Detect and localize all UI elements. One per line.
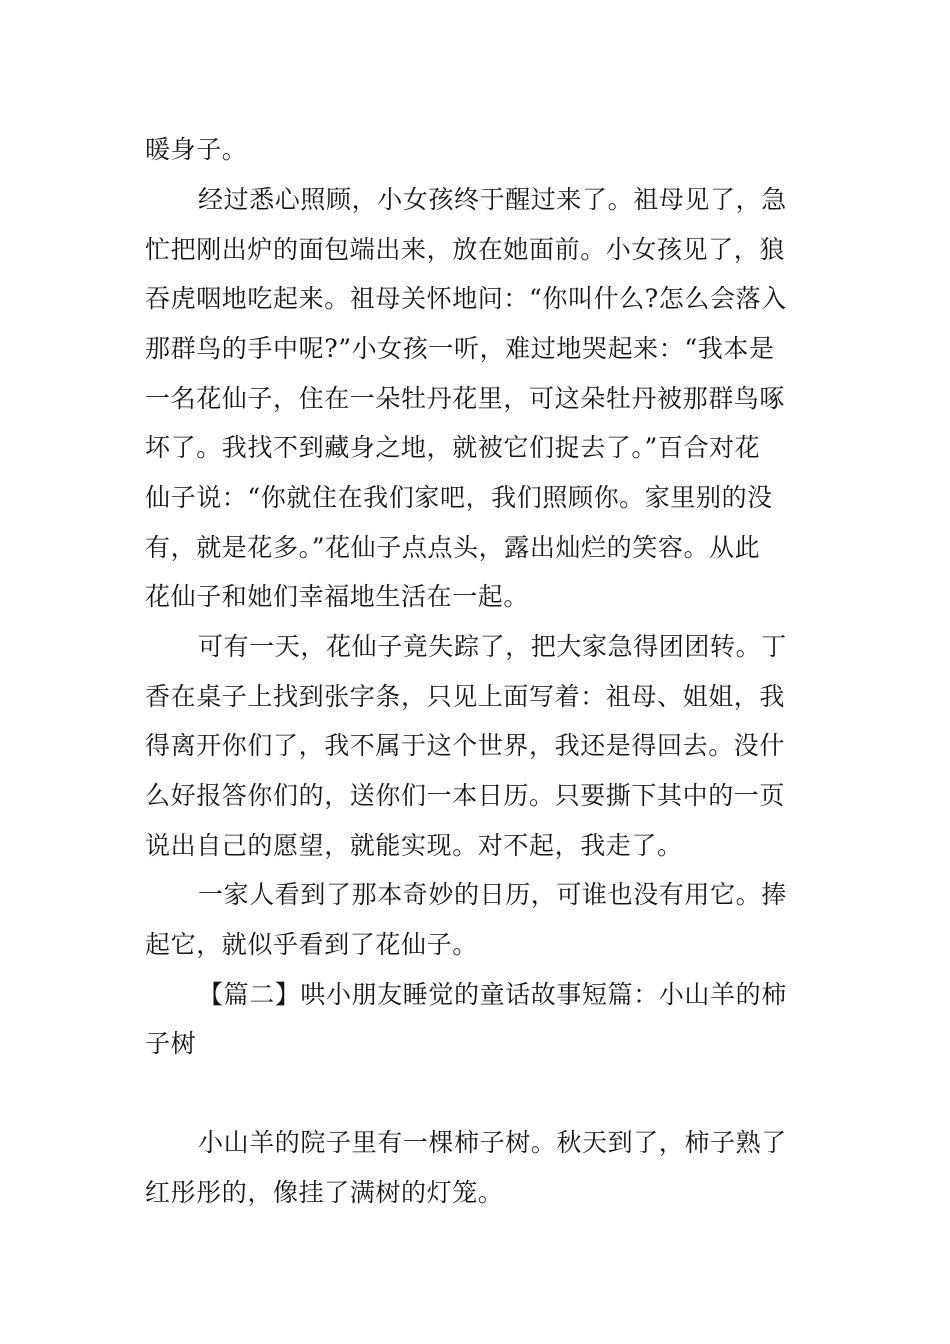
text-line: 起它，就似乎看到了花仙子。 [145,930,478,959]
section-heading-line: 【篇二】哄小朋友睡觉的童话故事短篇：小山羊的柿 [198,980,787,1009]
text-line: 坏了。我找不到藏身之地，就被它们捉去了。”百合对花 [145,433,761,462]
text-line: 香在桌子上找到张字条，只见上面写着：祖母、姐姐，我 [145,682,786,711]
text-line: 说出自己的愿望，就能实现。对不起，我走了。 [145,831,683,860]
section-heading-line: 子树 [145,1029,197,1058]
text-line: 一名花仙子，住在一朵牡丹花里，可这朵牡丹被那群鸟啄 [145,384,786,413]
text-line: 得离开你们了，我不属于这个世界，我还是得回去。没什 [145,731,786,760]
text-line: 花仙子和她们幸福地生活在一起。 [145,582,530,611]
paragraph-start-line: 一家人看到了那本奇妙的日历，可谁也没有用它。捧 [198,880,787,909]
paragraph-start-line: 经过悉心照顾，小女孩终于醒过来了。祖母见了，急 [198,185,787,214]
paragraph-start-line: 小山羊的院子里有一棵柿子树。秋天到了，柿子熟了 [198,1128,787,1157]
text-line: 那群鸟的手中呢?”小女孩一听，难过地哭起来：“我本是 [145,334,775,363]
text-line: 仙子说：“你就住在我们家吧，我们照顾你。家里别的没 [145,483,773,512]
text-line: 忙把刚出炉的面包端出来，放在她面前。小女孩见了，狼 [145,235,786,264]
text-line: 暖身子。 [145,135,248,164]
text-line: 红彤彤的，像挂了满树的灯笼。 [145,1178,504,1207]
text-line: 么好报答你们的，送你们一本日历。只要撕下其中的一页 [145,781,786,810]
paragraph-start-line: 可有一天，花仙子竟失踪了，把大家急得团团转。丁 [198,632,787,661]
text-line: 有，就是花多。”花仙子点点头，露出灿烂的笑容。从此 [145,533,761,562]
text-line: 吞虎咽地吃起来。祖母关怀地问：“你叫什么?怎么会落入 [145,284,787,313]
